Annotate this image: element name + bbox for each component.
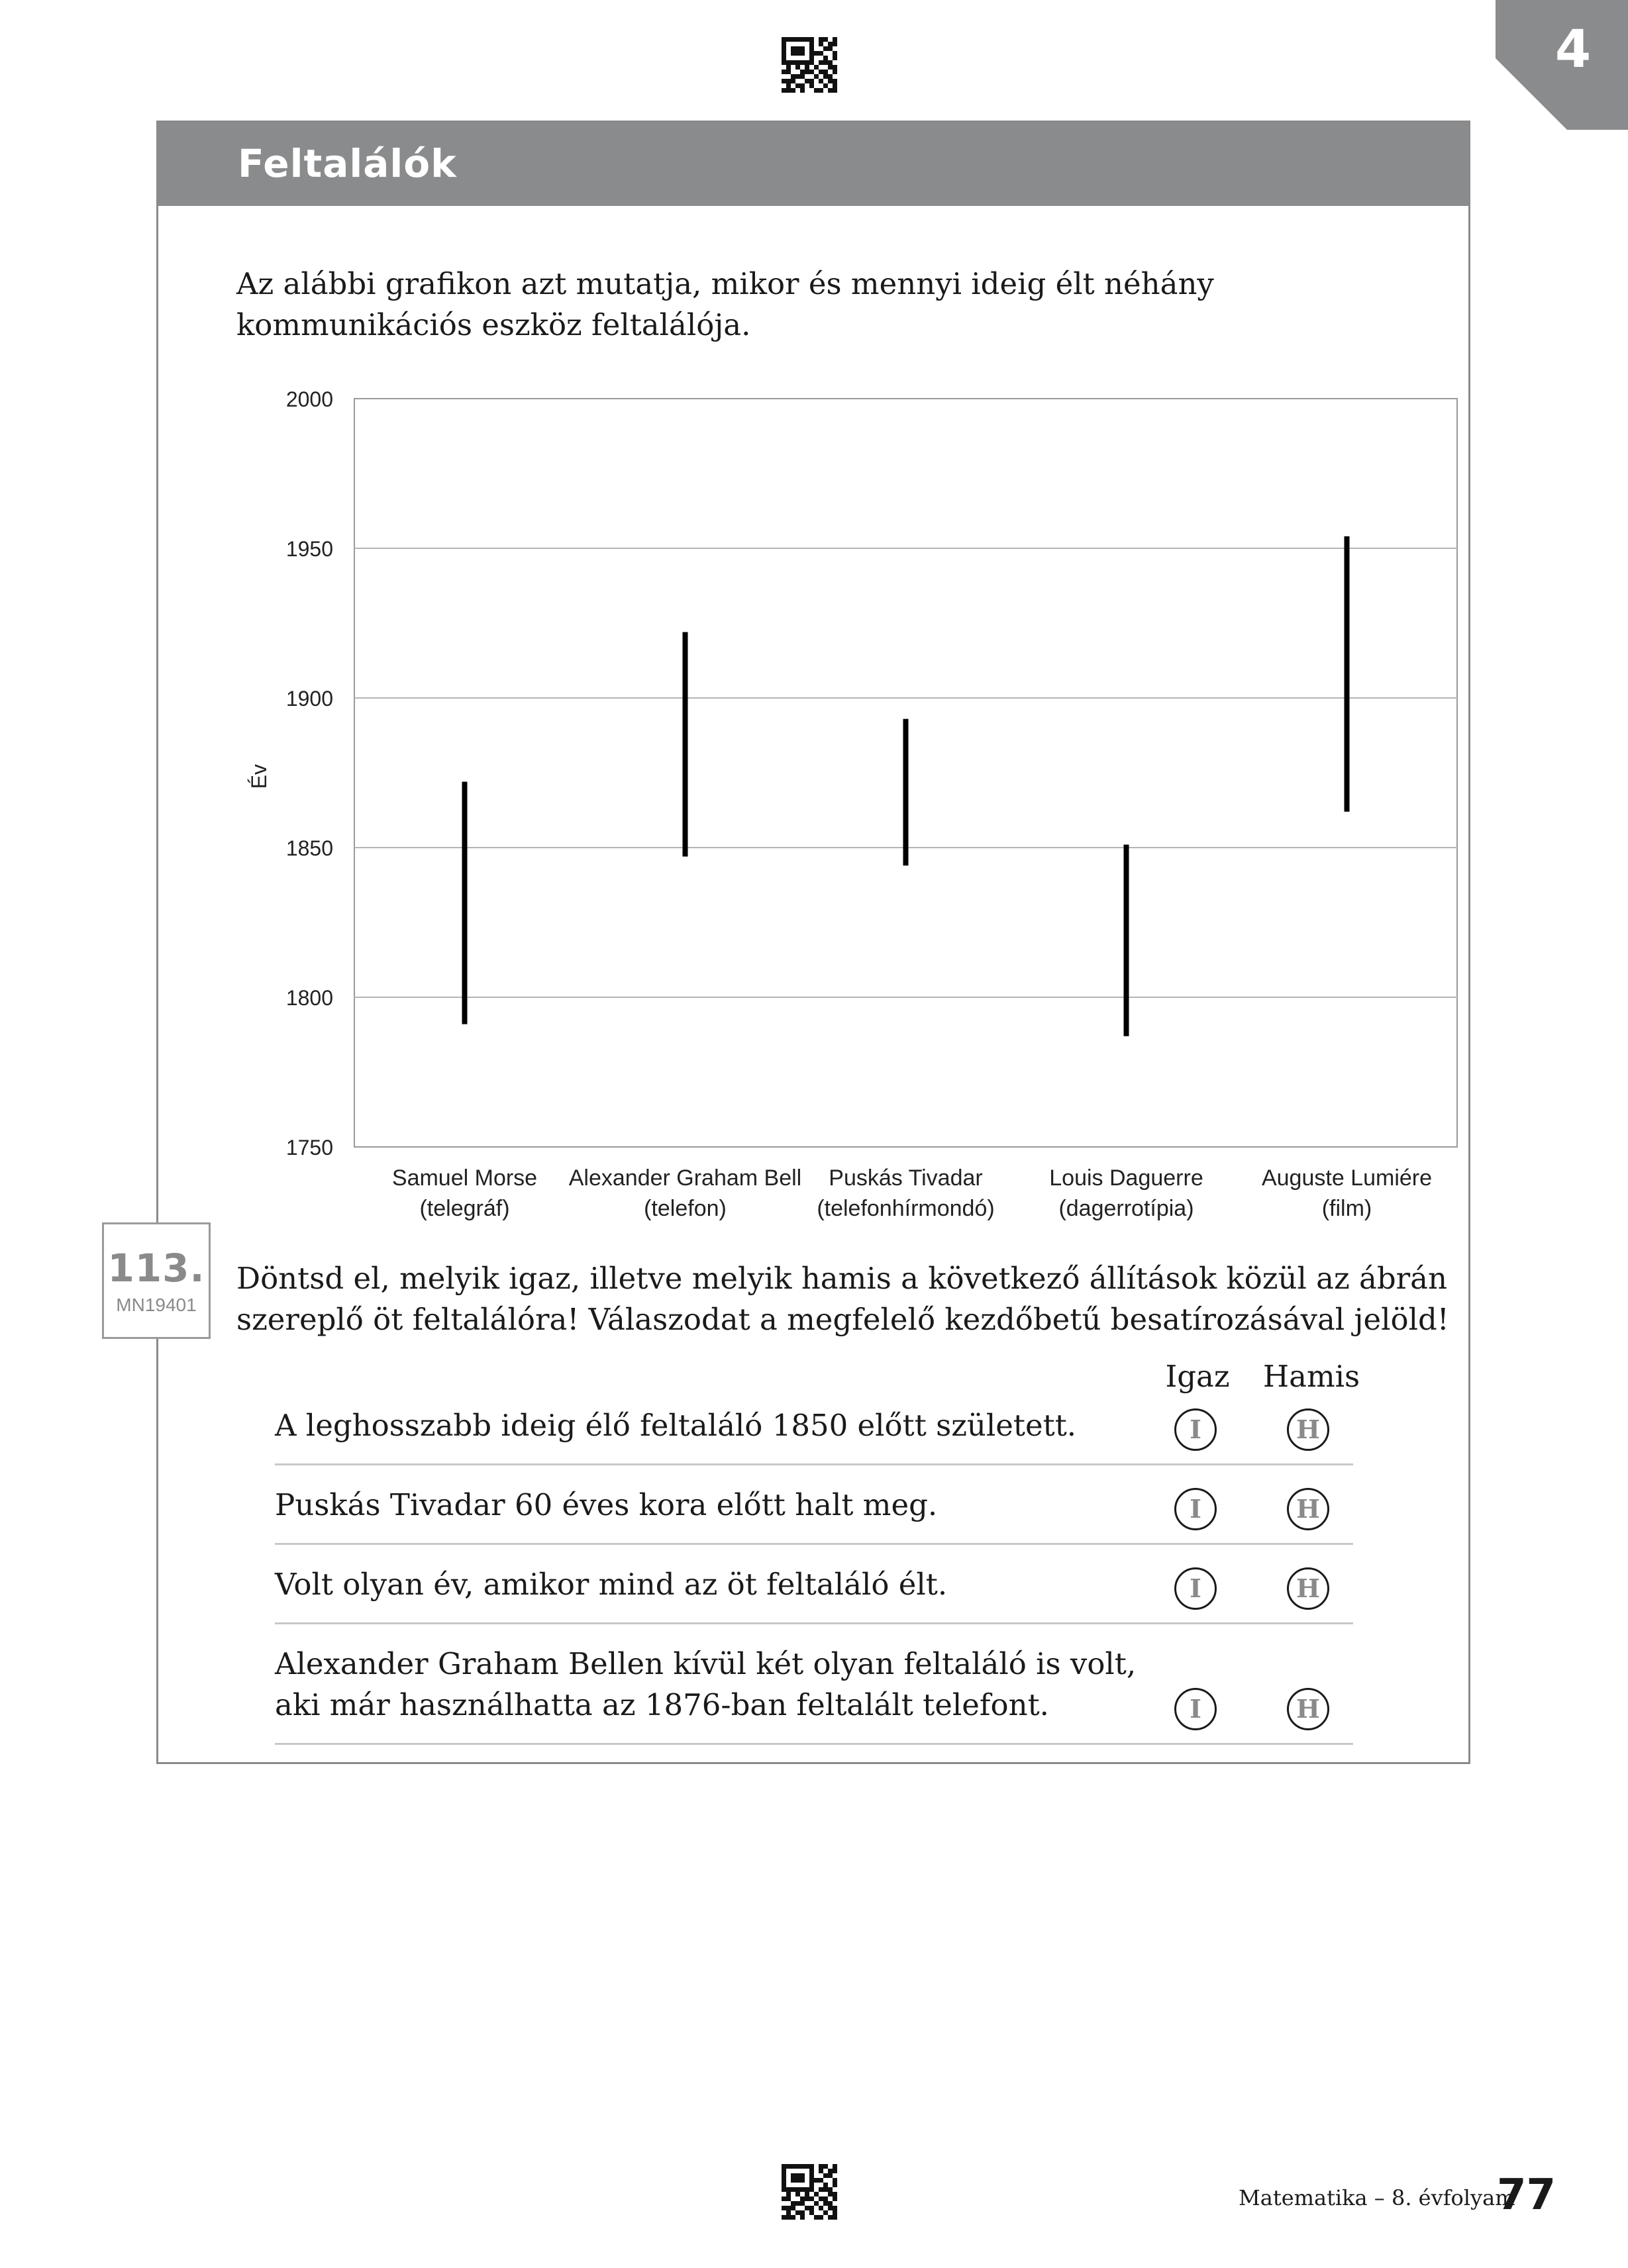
- x-tick-label: (telefonhírmondó): [817, 1196, 995, 1221]
- statement-line: A leghosszabb ideig élő feltaláló 1850 előtt született.: [275, 1408, 1077, 1443]
- x-tick-label: (telefon): [644, 1196, 727, 1221]
- lifespan-chart: [238, 371, 1470, 1232]
- question-number-box: [102, 1222, 211, 1339]
- task-title: Feltalálók: [238, 141, 457, 186]
- x-tick-label: Samuel Morse: [391, 1165, 538, 1191]
- hamis-option[interactable]: H: [1287, 1408, 1329, 1451]
- statement-row: [275, 1641, 1353, 1745]
- x-tick-label: Auguste Lumiére: [1261, 1165, 1433, 1191]
- task-header: [158, 123, 1468, 206]
- question-number: 113.: [107, 1246, 205, 1291]
- hamis-option[interactable]: H: [1287, 1488, 1329, 1530]
- y-tick-label: 1800: [285, 986, 333, 1010]
- question-text: Döntsd el, melyik igaz, illetve melyik hamis a következő állítások közül az ábrán szereplő öt feltalálóra! Válaszodat a megfelelő kezdőbetű besatírozásával jelöld!: [236, 1261, 1449, 1337]
- statement-line: Volt olyan év, amikor mind az öt feltaláló élt.: [275, 1567, 948, 1602]
- y-axis-label: Év: [247, 764, 271, 789]
- footer-subject: Matematika – 8. évfolyam: [1239, 2185, 1515, 2210]
- hamis-option[interactable]: H: [1287, 1567, 1329, 1610]
- statement-line: Puskás Tivadar 60 éves kora előtt halt meg.: [275, 1487, 938, 1522]
- y-tick-label: 2000: [285, 387, 333, 411]
- statement-line: Alexander Graham Bellen kívül két olyan feltaláló is volt,: [275, 1646, 1137, 1681]
- page-number: 77: [1497, 2171, 1556, 2220]
- x-tick-label: Louis Daguerre: [1049, 1165, 1203, 1191]
- statement-text: [275, 1564, 947, 1605]
- x-tick-label: Alexander Graham Bell: [568, 1165, 802, 1191]
- statement-row: [275, 1403, 1353, 1465]
- igaz-option[interactable]: I: [1174, 1488, 1217, 1530]
- x-tick-label: (film): [1321, 1196, 1372, 1221]
- column-header-hamis: Hamis: [1262, 1359, 1360, 1394]
- column-header-igaz: Igaz: [1165, 1359, 1230, 1394]
- task-intro: Az alábbi grafikon azt mutatja, mikor és mennyi ideig élt néhány kommunikációs eszköz feltalálója.: [236, 266, 1214, 342]
- igaz-option[interactable]: I: [1174, 1688, 1217, 1730]
- x-tick-label: (dagerrotípia): [1058, 1196, 1194, 1221]
- x-tick-label: Puskás Tivadar: [829, 1165, 983, 1191]
- statement-text: [275, 1405, 1076, 1446]
- qr-code-bottom: [782, 2164, 837, 2220]
- y-tick-label: 1900: [285, 687, 333, 711]
- chapter-number: 4: [1554, 20, 1592, 79]
- question-code: MN19401: [116, 1295, 197, 1315]
- statement-row: [275, 1482, 1353, 1545]
- statement-text: [275, 1644, 1136, 1726]
- igaz-option[interactable]: I: [1174, 1567, 1217, 1610]
- statement-row: [275, 1561, 1353, 1624]
- y-tick-label: 1850: [285, 836, 333, 860]
- y-tick-label: 1950: [285, 537, 333, 561]
- y-tick-label: 1750: [285, 1136, 333, 1159]
- igaz-option[interactable]: I: [1174, 1408, 1217, 1451]
- x-tick-label: (telegráf): [419, 1196, 510, 1221]
- hamis-option[interactable]: H: [1287, 1688, 1329, 1730]
- statement-line: aki már használhatta az 1876-ban feltalált telefont.: [275, 1687, 1049, 1722]
- statement-text: [275, 1485, 937, 1526]
- qr-code-top: [782, 37, 837, 93]
